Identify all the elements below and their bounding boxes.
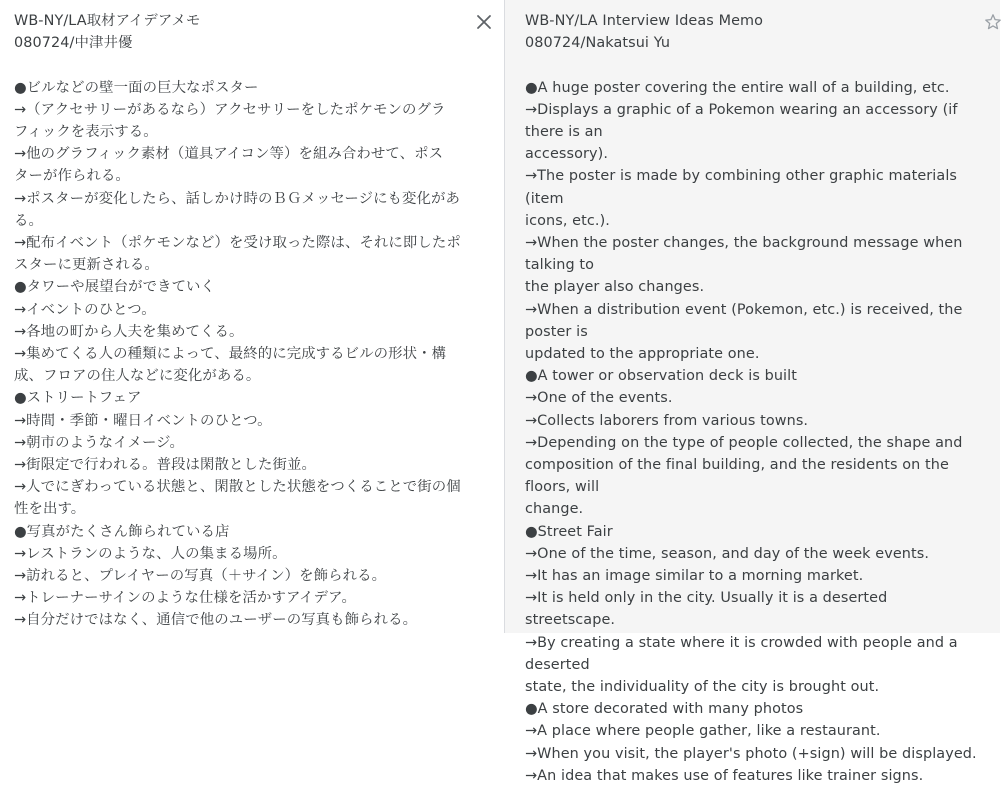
translation-text-line: ●A store decorated with many photos <box>525 701 804 718</box>
translation-text-line: →One of the time, season, and day of the week events. <box>525 545 930 562</box>
source-text-line: WB-NY/LA取材アイデアメモ <box>14 13 201 29</box>
source-text-line: 成、フロアの住人などに変化がある。 <box>14 368 261 385</box>
translation-text-line: 080724/Nakatsui Yu <box>525 35 671 52</box>
translation-text-line: →It is held only in the city. Usually it is a deserted streetscape. <box>525 590 888 629</box>
translation-panel <box>505 0 1000 784</box>
source-text-line: 性を出す。 <box>14 501 86 518</box>
translation-text-line: icons, etc.). <box>525 212 610 229</box>
translation-text-line: ●Street Fair <box>525 523 613 540</box>
translation-text-line: →Displays a graphic of a Pokemon wearing an accessory (if there is an <box>525 101 958 140</box>
source-text-line: →朝市のようなイメージ。 <box>14 434 184 451</box>
translation-text-line: →It has an image similar to a morning market. <box>525 568 864 585</box>
translation-text-line: →By creating a state where it is crowded with people and a deserted <box>525 634 958 673</box>
save-translation-button[interactable] <box>984 13 1000 31</box>
translation-text-line: the player also changes. <box>525 279 705 296</box>
translation-text-line: →When you visit, the player's photo (+sign) will be displayed. <box>525 745 977 762</box>
source-text-line: ●ストリートフェア <box>14 390 142 407</box>
source-text-line: ●ビルなどの壁一面の巨大なポスター <box>14 79 259 96</box>
translation-text-line: state, the individuality of the city is brought out. <box>525 679 880 696</box>
source-text-line: →訪れると、プレイヤーの写真（＋サイン）を飾られる。 <box>14 568 387 585</box>
source-text-line: →ポスターが変化したら、話しかけ時のＢＧメッセージにも変化があ <box>14 190 461 207</box>
source-text-line: →各地の町から人夫を集めてくる。 <box>14 323 244 340</box>
source-text-line: フィックを表示する。 <box>14 124 158 140</box>
translation-text-line <box>525 54 978 76</box>
close-icon <box>474 12 494 32</box>
source-text-line: る。 <box>14 212 43 229</box>
translation-text-area <box>525 10 978 787</box>
source-text-line <box>14 54 470 76</box>
translation-text-line: accessory). <box>525 146 609 163</box>
source-text-line: 080724/中津井優 <box>14 35 133 52</box>
source-text-line: ターが作られる。 <box>14 168 130 185</box>
translation-text-line: →One of the events. <box>525 390 673 407</box>
source-text-line: →（アクセサリーがあるなら）アクセサリーをしたポケモンのグラ <box>14 101 446 118</box>
source-text-line: →時間・季節・曜日イベントのひとつ。 <box>14 412 272 429</box>
source-text-line: →配布イベント（ポケモンなど）を受け取った際は、それに即したポ <box>14 235 461 252</box>
source-text-line: ●写真がたくさん飾られている店 <box>14 523 230 540</box>
translation-text-line: composition of the final building, and the residents on the floors, will <box>525 457 949 496</box>
star-outline-icon <box>984 13 1002 31</box>
translation-text-line: WB-NY/LA Interview Ideas Memo <box>525 13 764 29</box>
translation-text-line: →Depending on the type of people collected, the shape and <box>525 434 963 451</box>
translation-text-line: →When a distribution event (Pokemon, etc.) is received, the poster is <box>525 301 963 340</box>
source-text-line: →人でにぎわっている状態と、閑散とした状態をつくることで街の個 <box>14 479 461 496</box>
source-text-line: →レストランのような、人の集まる場所。 <box>14 545 287 562</box>
source-text-line: →街限定で行われる。普段は閑散とした街並。 <box>14 457 316 474</box>
clear-source-button[interactable] <box>474 12 494 32</box>
translation-text-line: →A place where people gather, like a restaurant. <box>525 723 881 740</box>
translation-text-line: updated to the appropriate one. <box>525 346 760 363</box>
translation-text-line: change. <box>525 501 584 518</box>
translation-text-line: →Collects laborers from various towns. <box>525 412 809 429</box>
source-text-panel[interactable] <box>0 0 505 633</box>
source-text-line: →トレーナーサインのような仕様を活かすアイデア。 <box>14 590 356 607</box>
source-text-line: →イベントのひとつ。 <box>14 301 156 318</box>
source-text-line: ●タワーや展望台ができていく <box>14 279 216 296</box>
translation-text-line: ●A tower or observation deck is built <box>525 368 797 385</box>
translation-text-line: →An idea that makes use of features like trainer signs. <box>525 767 924 784</box>
source-text-line: →集めてくる人の種類によって、最終的に完成するビルの形状・構 <box>14 346 447 363</box>
translation-text-line: ●A huge poster covering the entire wall of a building, etc. <box>525 79 950 96</box>
translation-text-line: →The poster is made by combining other graphic materials (item <box>525 168 958 207</box>
source-text-line: →他のグラフィック素材（道具アイコン等）を組み合わせて、ポス <box>14 146 444 163</box>
source-text-line: →自分だけではなく、通信で他のユーザーの写真も飾られる。 <box>14 612 418 629</box>
source-text-area[interactable] <box>14 10 470 632</box>
translation-text-line: →When the poster changes, the background message when talking to <box>525 235 963 274</box>
source-text-line: スターに更新される。 <box>14 257 159 274</box>
